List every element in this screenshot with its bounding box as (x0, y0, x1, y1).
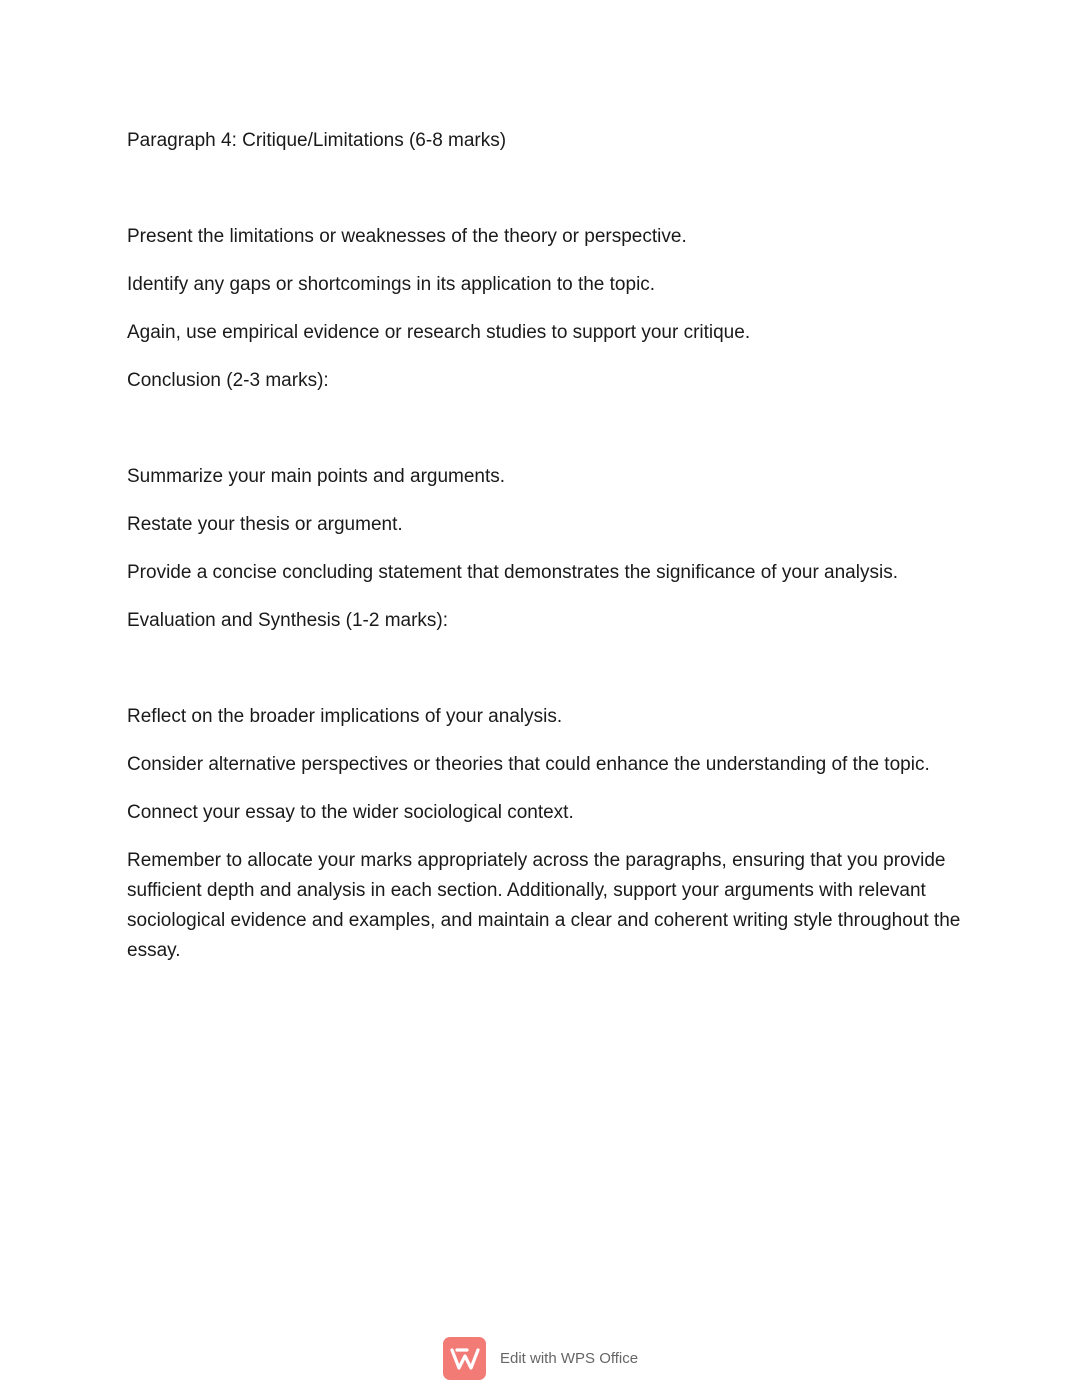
text-line: Summarize your main points and arguments. (127, 466, 506, 487)
text-line: Connect your essay to the wider sociological context. (127, 802, 574, 823)
text-line: Restate your thesis or argument. (127, 514, 403, 535)
heading-paragraph-4: Paragraph 4: Critique/Limitations (6-8 marks) (127, 130, 507, 151)
wps-logo-icon (443, 1337, 486, 1380)
closing-paragraph: Remember to allocate your marks appropriately across the paragraphs, ensuring that you provide sufficient depth and analysis in each section. Additionally, support your arguments with relevant sociological evidence and examples, and maintain a clear and coherent writing style throughout the essay. (127, 850, 961, 961)
wps-edit-label: Edit with WPS Office (500, 1350, 639, 1367)
text-line: Present the limitations or weaknesses of the theory or perspective. (127, 226, 687, 247)
text-line: Identify any gaps or shortcomings in its application to the topic. (127, 274, 656, 295)
text-line: Reflect on the broader implications of your analysis. (127, 706, 563, 727)
heading-evaluation: Evaluation and Synthesis (1-2 marks): (127, 610, 449, 631)
text-line: Provide a concise concluding statement that demonstrates the significance of your analysis. (127, 562, 898, 583)
text-line: Again, use empirical evidence or research studies to support your critique. (127, 322, 751, 343)
wps-edit-link[interactable] (443, 1337, 638, 1380)
text-line: Consider alternative perspectives or theories that could enhance the understanding of the topic. (127, 754, 930, 775)
heading-conclusion: Conclusion (2-3 marks): (127, 370, 329, 391)
